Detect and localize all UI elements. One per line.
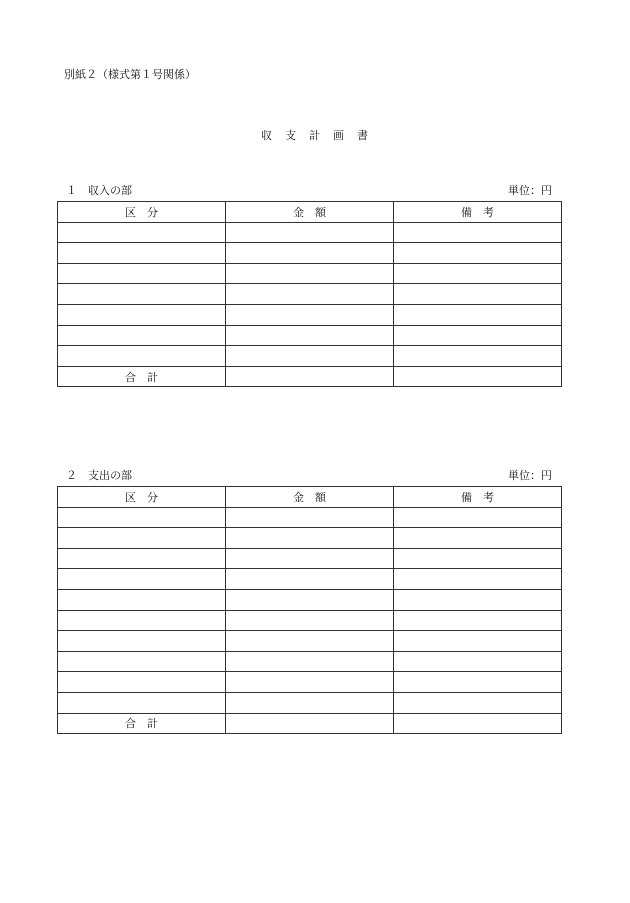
remarks-cell (394, 507, 562, 528)
remarks-cell (394, 589, 562, 610)
remarks-cell (394, 548, 562, 569)
total-label: 合 計 (58, 713, 226, 734)
amount-cell (226, 263, 394, 284)
category-cell (58, 346, 226, 367)
expense-section-label: ２ 支出の部 (66, 469, 132, 482)
table-row (58, 304, 562, 325)
amount-cell (226, 528, 394, 549)
remarks-cell (394, 304, 562, 325)
remarks-cell (394, 610, 562, 631)
amount-cell (226, 631, 394, 652)
remarks-cell (394, 284, 562, 305)
category-cell (58, 284, 226, 305)
category-cell (58, 631, 226, 652)
table-row (58, 548, 562, 569)
category-cell (58, 507, 226, 528)
income-unit-label: 単位：円 (508, 184, 552, 197)
column-header-remarks: 備 考 (394, 487, 562, 508)
total-row (58, 713, 562, 734)
amount-cell (226, 672, 394, 693)
expense-body (58, 507, 562, 734)
category-cell (58, 263, 226, 284)
amount-cell (226, 222, 394, 243)
table-row (58, 672, 562, 693)
remarks-cell (394, 631, 562, 652)
amount-cell (226, 548, 394, 569)
income-section (57, 185, 561, 387)
amount-cell (226, 692, 394, 713)
table-row (58, 243, 562, 264)
category-cell (58, 589, 226, 610)
category-cell (58, 610, 226, 631)
total-label: 合 計 (58, 366, 226, 387)
table-row (58, 631, 562, 652)
category-cell (58, 651, 226, 672)
table-row (58, 569, 562, 590)
category-cell (58, 569, 226, 590)
column-header-category: 区 分 (58, 202, 226, 223)
table-row (58, 528, 562, 549)
category-cell (58, 325, 226, 346)
amount-cell (226, 589, 394, 610)
table-row (58, 263, 562, 284)
income-section-header (57, 185, 561, 201)
category-cell (58, 304, 226, 325)
amount-cell (226, 243, 394, 264)
remarks-cell (394, 569, 562, 590)
expense-section (57, 470, 561, 734)
table-row (58, 346, 562, 367)
remarks-cell (394, 325, 562, 346)
table-row (58, 325, 562, 346)
total-row (58, 366, 562, 387)
column-header-amount: 金 額 (226, 202, 394, 223)
amount-cell (226, 651, 394, 672)
total-amount-cell (226, 713, 394, 734)
expense-table (57, 486, 562, 734)
remarks-cell (394, 651, 562, 672)
total-amount-cell (226, 366, 394, 387)
amount-cell (226, 346, 394, 367)
expense-section-header (57, 470, 561, 486)
remarks-cell (394, 672, 562, 693)
remarks-cell (394, 222, 562, 243)
column-header-category: 区 分 (58, 487, 226, 508)
table-row (58, 507, 562, 528)
remarks-cell (394, 692, 562, 713)
total-remarks-cell (394, 713, 562, 734)
remarks-cell (394, 346, 562, 367)
category-cell (58, 672, 226, 693)
annex-label: 別紙２（様式第１号関係） (64, 68, 196, 81)
table-row (58, 651, 562, 672)
table-row (58, 222, 562, 243)
remarks-cell (394, 243, 562, 264)
remarks-cell (394, 263, 562, 284)
income-section-label: １ 収入の部 (66, 184, 132, 197)
category-cell (58, 243, 226, 264)
table-row (58, 692, 562, 713)
amount-cell (226, 325, 394, 346)
category-cell (58, 222, 226, 243)
category-cell (58, 528, 226, 549)
category-cell (58, 692, 226, 713)
expense-header-row (58, 487, 562, 508)
income-body (58, 222, 562, 387)
table-row (58, 284, 562, 305)
category-cell (58, 548, 226, 569)
amount-cell (226, 507, 394, 528)
column-header-remarks: 備 考 (394, 202, 562, 223)
table-row (58, 610, 562, 631)
amount-cell (226, 610, 394, 631)
remarks-cell (394, 528, 562, 549)
expense-unit-label: 単位：円 (508, 469, 552, 482)
column-header-amount: 金 額 (226, 487, 394, 508)
amount-cell (226, 284, 394, 305)
total-remarks-cell (394, 366, 562, 387)
document-title: 収 支 計 画 書 (261, 129, 369, 142)
amount-cell (226, 304, 394, 325)
table-row (58, 589, 562, 610)
amount-cell (226, 569, 394, 590)
income-table (57, 201, 562, 387)
income-header-row (58, 202, 562, 223)
